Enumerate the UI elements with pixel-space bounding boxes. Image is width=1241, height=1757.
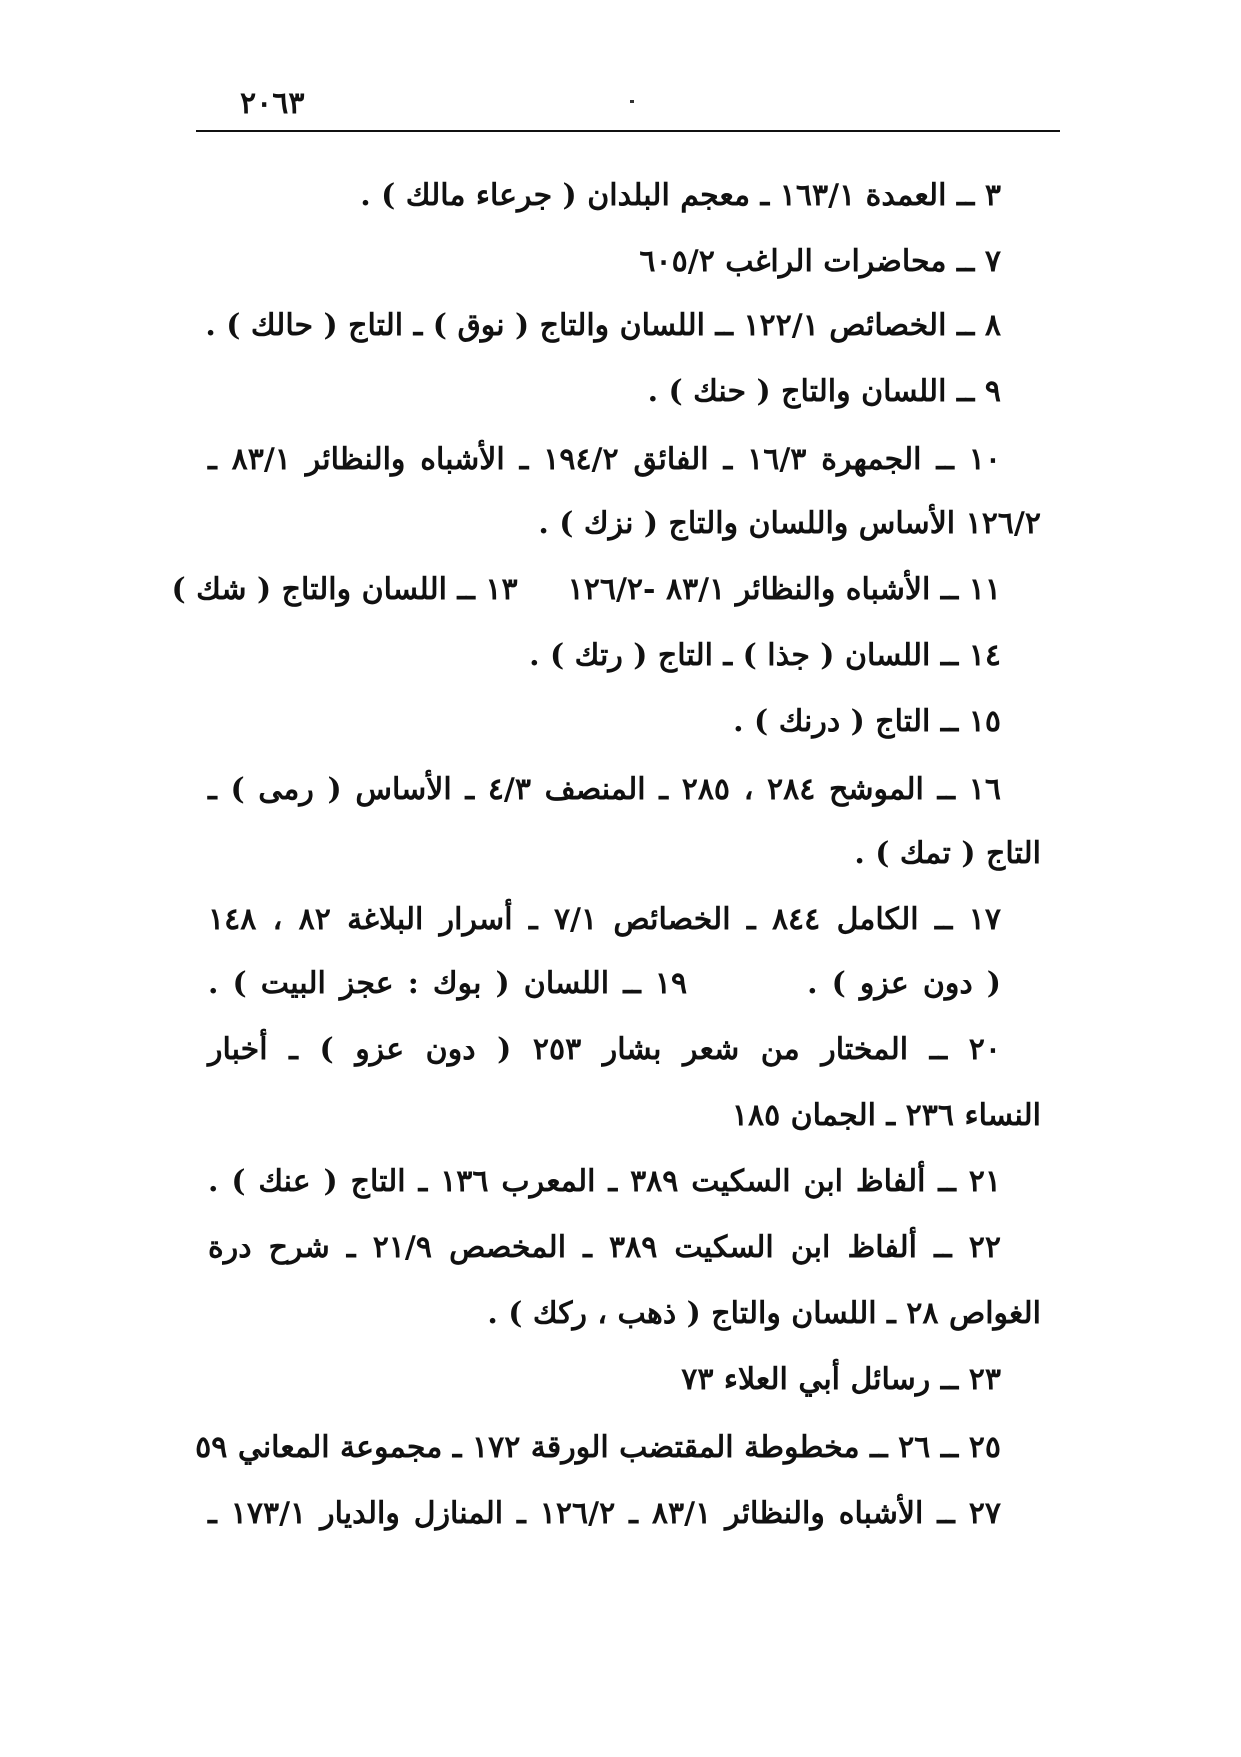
footnote-line-21: ٢١ ــ ألفاظ ابن السكيت ٣٨٩ ـ المعرب ١٣٦ ـ التاج ( عنك ) . bbox=[208, 1164, 1001, 1199]
footnote-line-22: ٢٢ ــ ألفاظ ابن السكيت ٣٨٩ ـ المخصص ٢١/٩ ـ شرح درة bbox=[208, 1230, 1001, 1265]
footnote-line-16-cont: التاج ( تمك ) . bbox=[854, 836, 1041, 871]
footnote-line-9: ٩ ــ اللسان والتاج ( حنك ) . bbox=[647, 374, 1001, 409]
footnote-line-23: ٢٣ ــ رسائل أبي العلاء ٧٣ bbox=[681, 1362, 1001, 1397]
footnote-13: ١٣ ــ اللسان والتاج ( شك ) bbox=[171, 572, 518, 607]
footnote-line-7: ٧ ــ محاضرات الراغب ٦٠٥/٢ bbox=[639, 244, 1001, 279]
footnote-line-20: ٢٠ ــ المختار من شعر بشار ٢٥٣ ( دون عزو ) ـ أخبار bbox=[208, 1032, 1001, 1067]
footnote-line-3: ٣ ــ العمدة ١٦٣/١ ـ معجم البلدان ( جرعاء مالك ) . bbox=[360, 178, 1001, 213]
footnote-17-cont: ( دون عزو ) . bbox=[807, 966, 1001, 1001]
footnote-line-8: ٨ ــ الخصائص ١٢٢/١ ــ اللسان والتاج ( نوق ) ـ التاج ( حالك ) . bbox=[205, 308, 1001, 343]
footnote-line-22-cont: الغواص ٢٨ ـ اللسان والتاج ( ذهب ، ركك ) . bbox=[487, 1296, 1041, 1331]
footnote-line-14: ١٤ ــ اللسان ( جذا ) ـ التاج ( رتك ) . bbox=[529, 638, 1001, 673]
footnote-line-16: ١٦ ــ الموشح ٢٨٤ ، ٢٨٥ ـ المنصف ٤/٣ ـ الأساس ( رمى ) ـ bbox=[208, 772, 1001, 807]
footnote-19: ١٩ ــ اللسان ( بوك : عجز البيت ) . bbox=[208, 966, 688, 1001]
footnote-line-17-19 bbox=[208, 964, 1001, 1004]
footnote-line-17: ١٧ ــ الكامل ٨٤٤ ـ الخصائص ٧/١ ـ أسرار البلاغة ٨٢ ، ١٤٨ bbox=[208, 902, 1001, 937]
header-rule bbox=[196, 130, 1060, 132]
footnote-line-10-cont: ١٢٦/٢ الأساس واللسان والتاج ( نزك ) . bbox=[538, 506, 1041, 541]
footnote-line-15: ١٥ ــ التاج ( درنك ) . bbox=[733, 704, 1001, 739]
page-number: ٢٠٦٣ bbox=[240, 86, 305, 121]
footnote-line-11-13 bbox=[171, 570, 1001, 610]
footnote-line-10: ١٠ ــ الجمهرة ١٦/٣ ـ الفائق ١٩٤/٢ ـ الأشباه والنظائر ٨٣/١ ـ bbox=[208, 442, 1001, 477]
footnote-11: ١١ ــ الأشباه والنظائر ٨٣/١ -١٢٦/٢ bbox=[567, 572, 1001, 607]
footnote-line-25-26: ٢٥ ــ ٢٦ ــ مخطوطة المقتضب الورقة ١٧٢ ـ مجموعة المعاني ٥٩ bbox=[195, 1430, 1001, 1465]
footnote-line-27: ٢٧ ــ الأشباه والنظائر ٨٣/١ ـ ١٢٦/٢ ـ المنازل والديار ١٧٣/١ ـ bbox=[208, 1496, 1001, 1531]
ink-dot bbox=[630, 100, 634, 103]
footnote-line-20-cont: النساء ٢٣٦ ـ الجمان ١٨٥ bbox=[731, 1098, 1041, 1133]
